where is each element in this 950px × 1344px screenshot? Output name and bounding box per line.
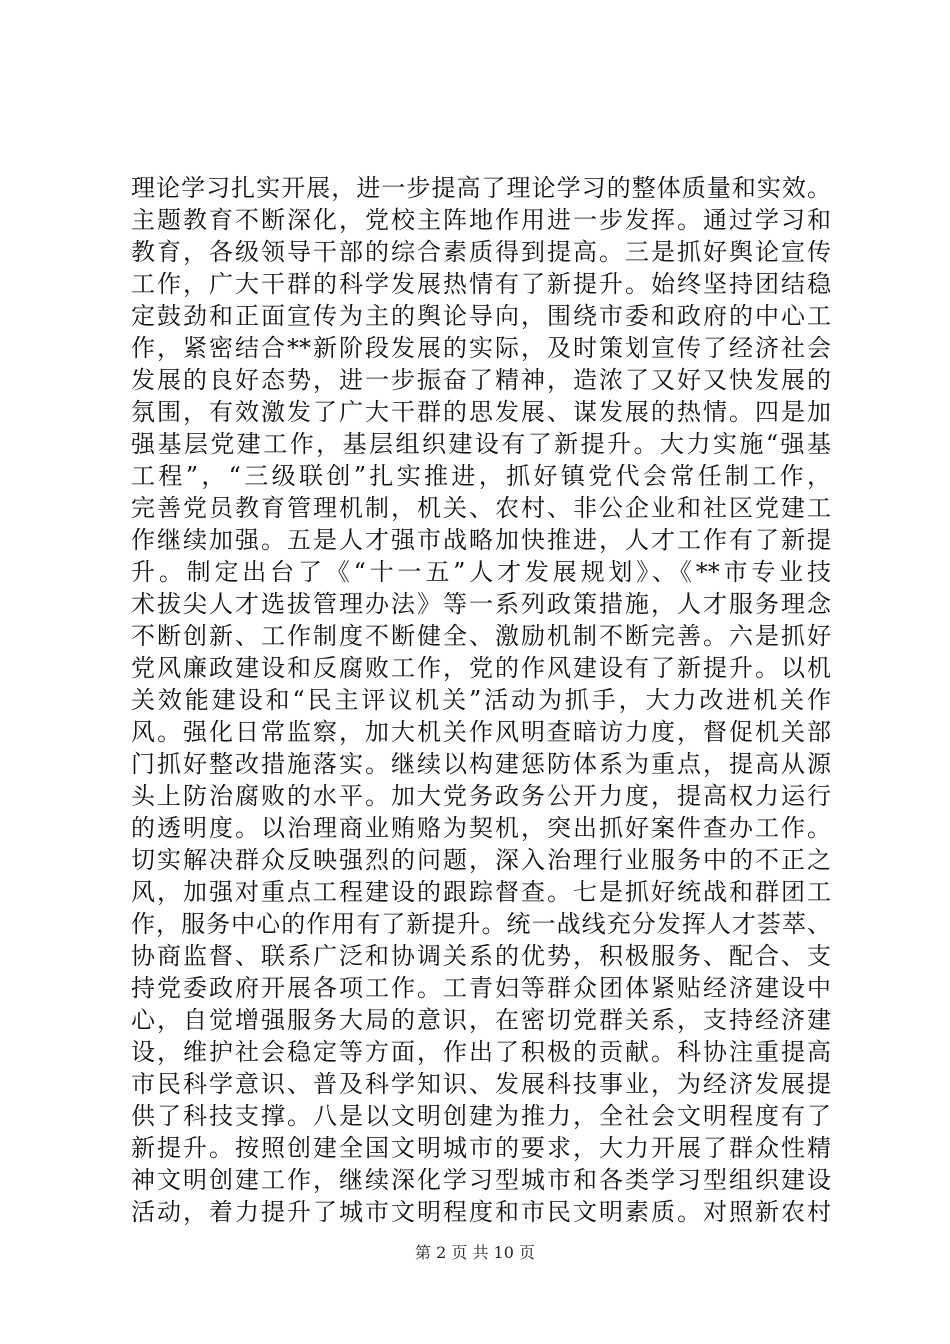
text-line: 工程”，“三级联创”扎实推进，抓好镇党代会常任制工作， <box>131 462 831 490</box>
text-line: 持党委政府开展各项工作。工青妇等群众团体紧贴经济建设中 <box>131 974 831 1002</box>
page-footer: 第 2 页 共 10 页 <box>415 1243 535 1262</box>
text-line: 作，服务中心的作用有了新提升。统一战线充分发挥人才荟萃、 <box>131 910 831 938</box>
text-line: 完善党员教育管理机制，机关、农村、非公企业和社区党建工 <box>131 494 831 522</box>
text-line: 定鼓劲和正面宣传为主的舆论导向，围绕市委和政府的中心工 <box>131 302 831 330</box>
text-line: 门抓好整改措施落实。继续以构建惩防体系为重点，提高从源 <box>131 750 831 778</box>
text-line: 活动，着力提升了城市文明程度和市民文明素质。对照新农村 <box>131 1198 831 1226</box>
text-line: 新提升。按照创建全国文明城市的要求，大力开展了群众性精 <box>131 1134 831 1162</box>
text-line: 切实解决群众反映强烈的问题，深入治理行业服务中的不正之 <box>131 846 831 874</box>
text-line: 头上防治腐败的水平。加大党务政务公开力度，提高权力运行 <box>131 782 831 810</box>
text-line: 风，加强对重点工程建设的跟踪督查。七是抓好统战和群团工 <box>131 878 831 906</box>
text-line: 氛围，有效激发了广大干群的思发展、谋发展的热情。四是加 <box>131 398 831 426</box>
text-line: 术拔尖人才选拔管理办法》等一系列政策措施，人才服务理念 <box>131 590 831 618</box>
text-line: 关效能建设和“民主评议机关”活动为抓手，大力改进机关作 <box>131 686 831 714</box>
text-line: 作，紧密结合**新阶段发展的实际，及时策划宣传了经济社会 <box>131 334 831 362</box>
text-line: 强基层党建工作，基层组织建设有了新提升。大力实施“强基 <box>131 430 831 458</box>
text-line: 风。强化日常监察，加大机关作风明查暗访力度，督促机关部 <box>131 718 831 746</box>
text-line: 的透明度。以治理商业贿赂为契机，突出抓好案件查办工作。 <box>131 814 831 842</box>
text-line: 供了科技支撑。八是以文明创建为推力，全社会文明程度有了 <box>131 1102 831 1130</box>
text-line: 理论学习扎实开展，进一步提高了理论学习的整体质量和实效。 <box>131 174 831 202</box>
text-line: 神文明创建工作，继续深化学习型城市和各类学习型组织建设 <box>131 1166 831 1194</box>
text-line: 党风廉政建设和反腐败工作，党的作风建设有了新提升。以机 <box>131 654 831 682</box>
text-line: 协商监督、联系广泛和协调关系的优势，积极服务、配合、支 <box>131 942 831 970</box>
text-line: 工作，广大干群的科学发展热情有了新提升。始终坚持团结稳 <box>131 270 831 298</box>
text-line: 心，自觉增强服务大局的意识，在密切党群关系，支持经济建 <box>131 1006 831 1034</box>
text-line: 不断创新、工作制度不断健全、激励机制不断完善。六是抓好 <box>131 622 831 650</box>
body-text <box>131 172 831 1228</box>
text-line: 主题教育不断深化，党校主阵地作用进一步发挥。通过学习和 <box>131 206 831 234</box>
text-line: 升。制定出台了《“十一五”人才发展规划》、《**市专业技 <box>131 558 831 586</box>
text-line: 市民科学意识、普及科学知识、发展科技事业，为经济发展提 <box>131 1070 831 1098</box>
text-line: 设，维护社会稳定等方面，作出了积极的贡献。科协注重提高 <box>131 1038 831 1066</box>
text-line: 教育，各级领导干部的综合素质得到提高。三是抓好舆论宣传 <box>131 238 831 266</box>
text-line: 发展的良好态势，进一步振奋了精神，造浓了又好又快发展的 <box>131 366 831 394</box>
text-line: 作继续加强。五是人才强市战略加快推进，人才工作有了新提 <box>131 526 831 554</box>
